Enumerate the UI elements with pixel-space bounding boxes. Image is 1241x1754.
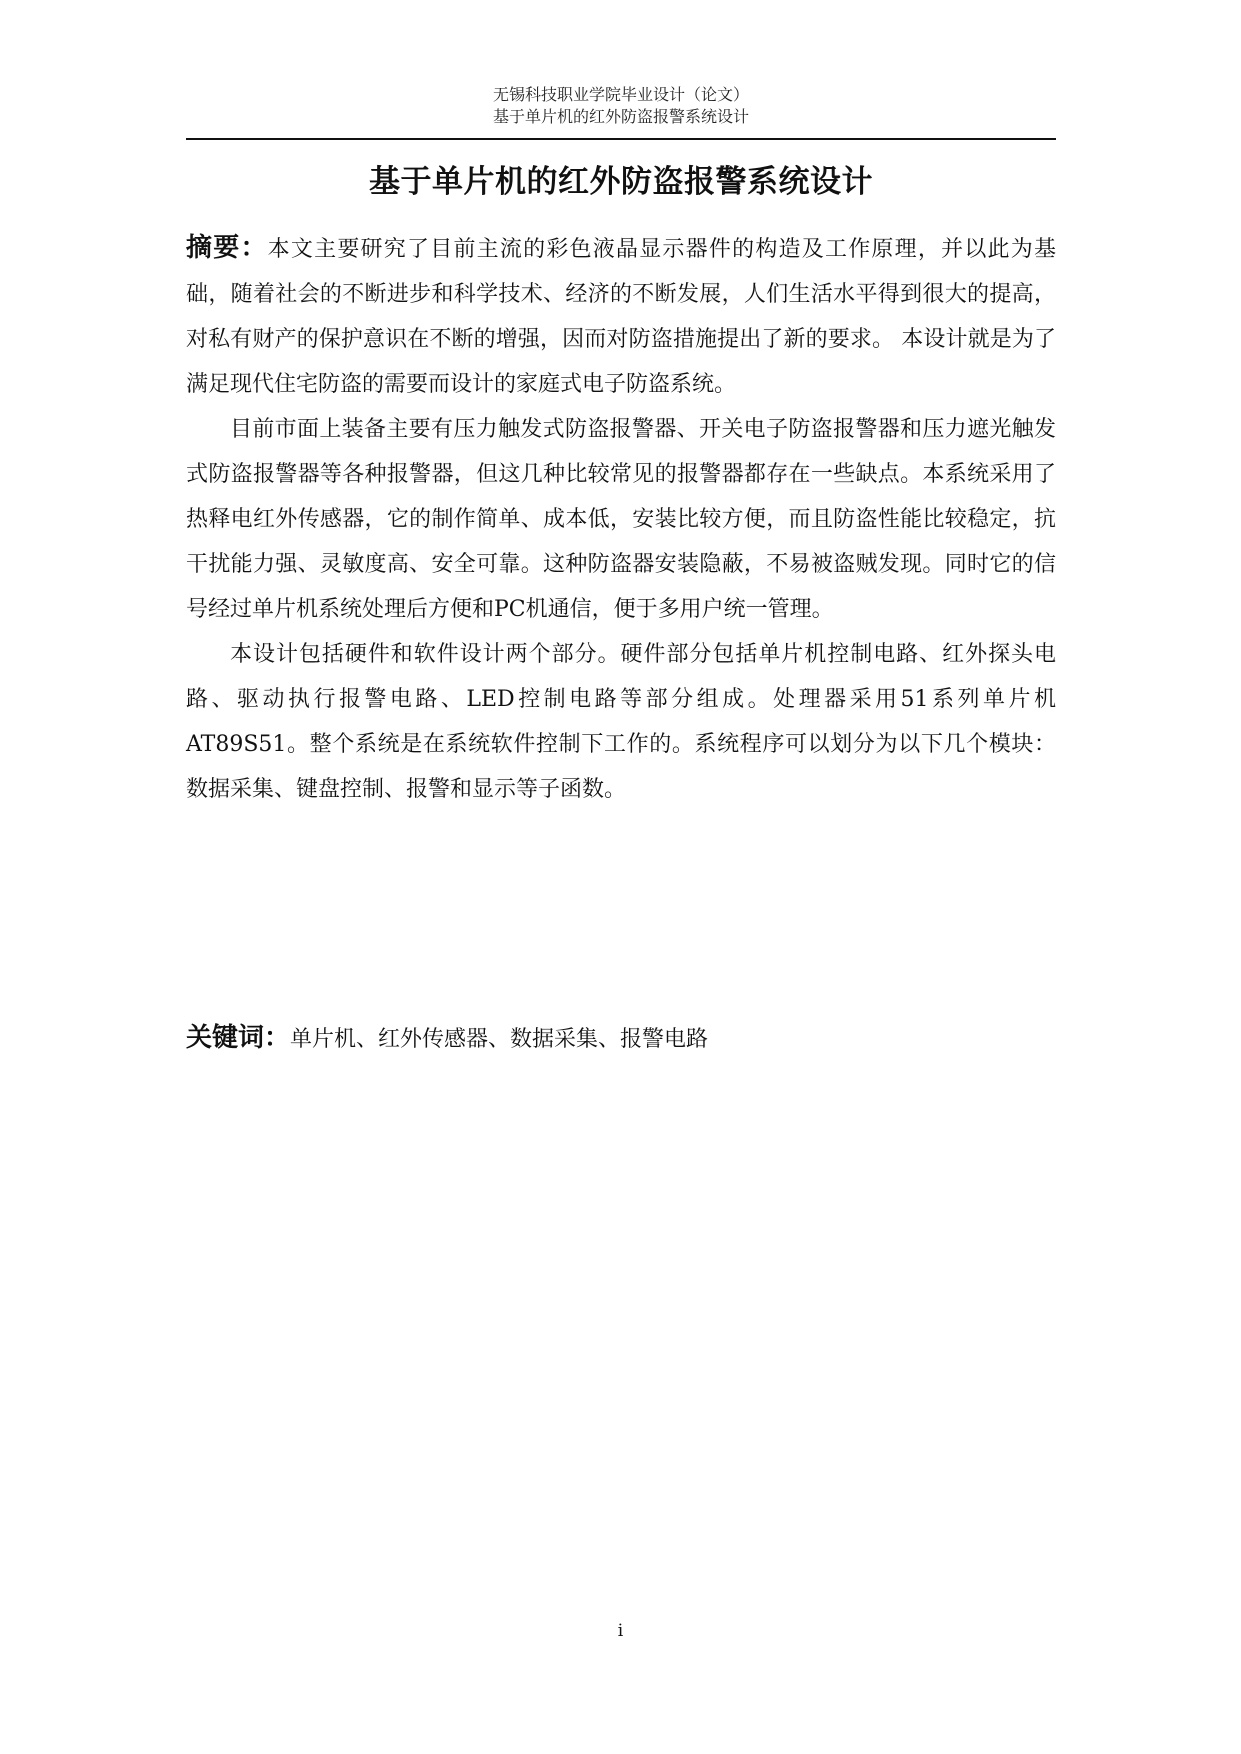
header-thesis-title: 基于单片机的红外防盗报警系统设计 [492,107,749,126]
running-header [186,84,1056,128]
abstract-paragraph-3: 本设计包括硬件和软件设计两个部分。硬件部分包括单片机控制电路、红外探头电路、驱动执行报警电路、LED控制电路等部分组成。处理器采用51系列单片机AT89S51。整个系统是在系统软件控制下工作的。系统程序可以划分为以下几个模块： 数据采集、键盘控制、报警和显示等子函数。 [186,642,1056,802]
header-divider [186,138,1056,140]
keywords-text: 单片机、红外传感器、数据采集、报警电路 [290,1027,709,1052]
keywords-label: 关键词： [186,1023,291,1053]
abstract-paragraph-2: 目前市面上装备主要有压力触发式防盗报警器、开关电子防盗报警器和压力遮光触发式防盗报警器等各种报警器，但这几种比较常见的报警器都存在一些缺点。本系统采用了热释电红外传感器，它的制作简单、成本低，安装比较方便，而且防盗性能比较稳定，抗干扰能力强、灵敏度高、安全可靠。这种防盗器安装隐蔽，不易被盗贼发现。同时它的信号经过单片机系统处理后方便和PC机通信，便于多用户统一管理。 [186,417,1056,622]
page-number: i [617,1621,624,1641]
keywords-section [186,1016,1056,1062]
abstract-paragraph-1 [186,226,1056,407]
abstract-label: 摘要： [186,233,268,263]
abstract-section [186,226,1056,812]
abstract-text-1: 本文主要研究了目前主流的彩色液晶显示器件的构造及工作原理，并以此为基础，随着社会的不断进步和科学技术、经济的不断发展，人们生活水平得到很大的提高，对私有财产的保护意识在不断的增强，因而对防盗措施提出了新的要求。 本设计就是为了满足现代住宅防盗的需要而设计的家庭式电子防盗系统。 [186,237,1056,397]
page-title: 基于单片机的红外防盗报警系统设计 [369,164,873,200]
header-institution: 无锡科技职业学院毕业设计（论文） [492,85,749,104]
